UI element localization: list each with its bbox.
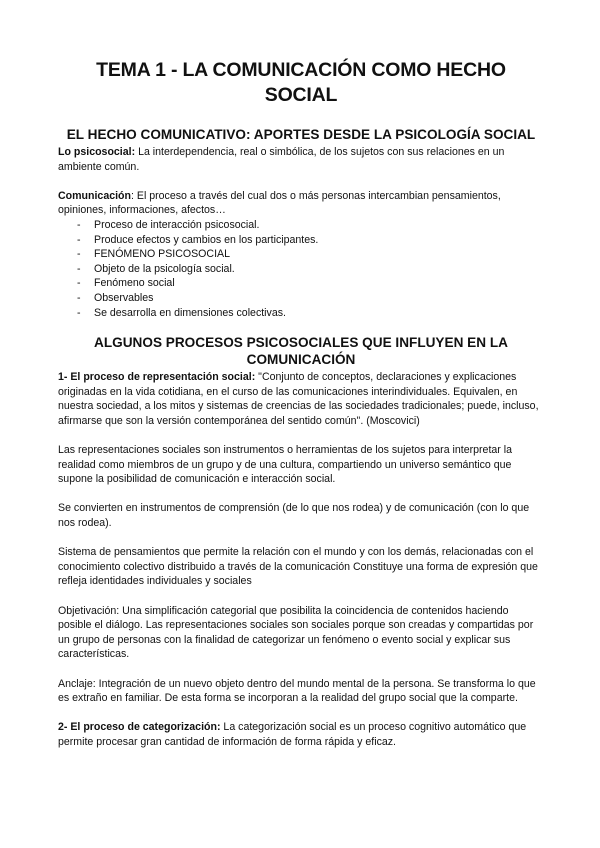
term-representacion-social: 1- El proceso de representación social: (58, 371, 256, 384)
paragraph-anclaje: Anclaje: Integración de un nuevo objeto dentro del mundo mental de la persona. Se transforma lo que es extraño en familiar. De esta forma se incorporan a la realidad del grupo social que la comparte. (58, 677, 536, 705)
paragraph-instrumentos: Las representaciones sociales son instrumentos o herramientas de los sujetos para interpretar la realidad como miembros de un grupo y de una cultura, compartiendo un universo semántico que supone la posibilidad de comunicación e interacción social. (58, 444, 513, 486)
paragraph-comprension: Se convierten en instrumentos de comprensión (de lo que nos rodea) y de comunicación (con lo que nos rodea). (58, 502, 530, 530)
list-item: - Objeto de la psicología social. (77, 262, 544, 277)
paragraph-categorizacion (58, 720, 544, 749)
definition-categorizacion: La categorización social es un proceso cognitivo automático que permite procesar gran cantidad de información de forma rápida y eficaz. (58, 721, 527, 748)
definition-comunicacion: : El proceso a través del cual dos o más personas intercambian pensamientos, opiniones, informaciones, afectos… (58, 189, 501, 217)
definition-representacion-social: "Conjunto de conceptos, declaraciones y explicaciones originadas en la vida cotidiana, en el curso de las comunicaciones interindividuales. Equivalen, en nuestra sociedad, a los mitos y sistemas de creencias de las sociedades tradicionales; puede, incluso, afirmarse que son la versión contemporánea del sentido común". (Moscovici) (58, 371, 539, 427)
list-item: - Se desarrolla en dimensiones colectivas. (77, 306, 544, 321)
term-psicosocial: Lo psicosocial: (58, 146, 136, 158)
list-item: - Proceso de interacción psicosocial. (77, 218, 544, 233)
section-heading-procesos-psicosociales: ALGUNOS PROCESOS PSICOSOCIALES QUE INFLUYEN EN LA COMUNICACIÓN (94, 335, 508, 368)
definition-psicosocial: La interdependencia, real o simbólica, de los sujetos con sus relaciones en un ambiente común. (58, 146, 505, 173)
paragraph-sistema-pensamientos: Sistema de pensamientos que permite la relación con el mundo y con los demás, relacionadas con el conocimiento colectivo distribuido a través de la comunicación Constituye una forma de expresión que refleja identidades individuales y sociales (58, 546, 538, 588)
list-item: - FENÓMENO PSICOSOCIAL (77, 247, 544, 262)
term-comunicacion: Comunicación (58, 189, 131, 202)
list-item: - Produce efectos y cambios en los participantes. (77, 233, 544, 248)
section-heading-hecho-comunicativo: EL HECHO COMUNICATIVO: APORTES DESDE LA PSICOLOGÍA SOCIAL (66, 127, 536, 142)
page-title: TEMA 1 - LA COMUNICACIÓN COMO HECHO SOCIAL (96, 59, 506, 106)
paragraph-representacion-social (58, 370, 544, 428)
comunicacion-characteristics-list (58, 218, 544, 320)
paragraph-comunicacion (58, 189, 544, 218)
paragraph-objetivacion: Objetivación: Una simplificación categorial que posibilita la coincidencia de contenidos haciendo posible el diálogo. Las representaciones sociales son sociales porque son creadas y compartidas por un grupo de personas con la finalidad de categorizar un fenómeno o evento social y explicar sus características. (58, 604, 534, 661)
list-item: - Fenómeno social (77, 276, 544, 291)
list-item: - Observables (77, 291, 544, 306)
paragraph-psicosocial (58, 145, 544, 174)
term-categorizacion: 2- El proceso de categorización: (58, 721, 221, 734)
